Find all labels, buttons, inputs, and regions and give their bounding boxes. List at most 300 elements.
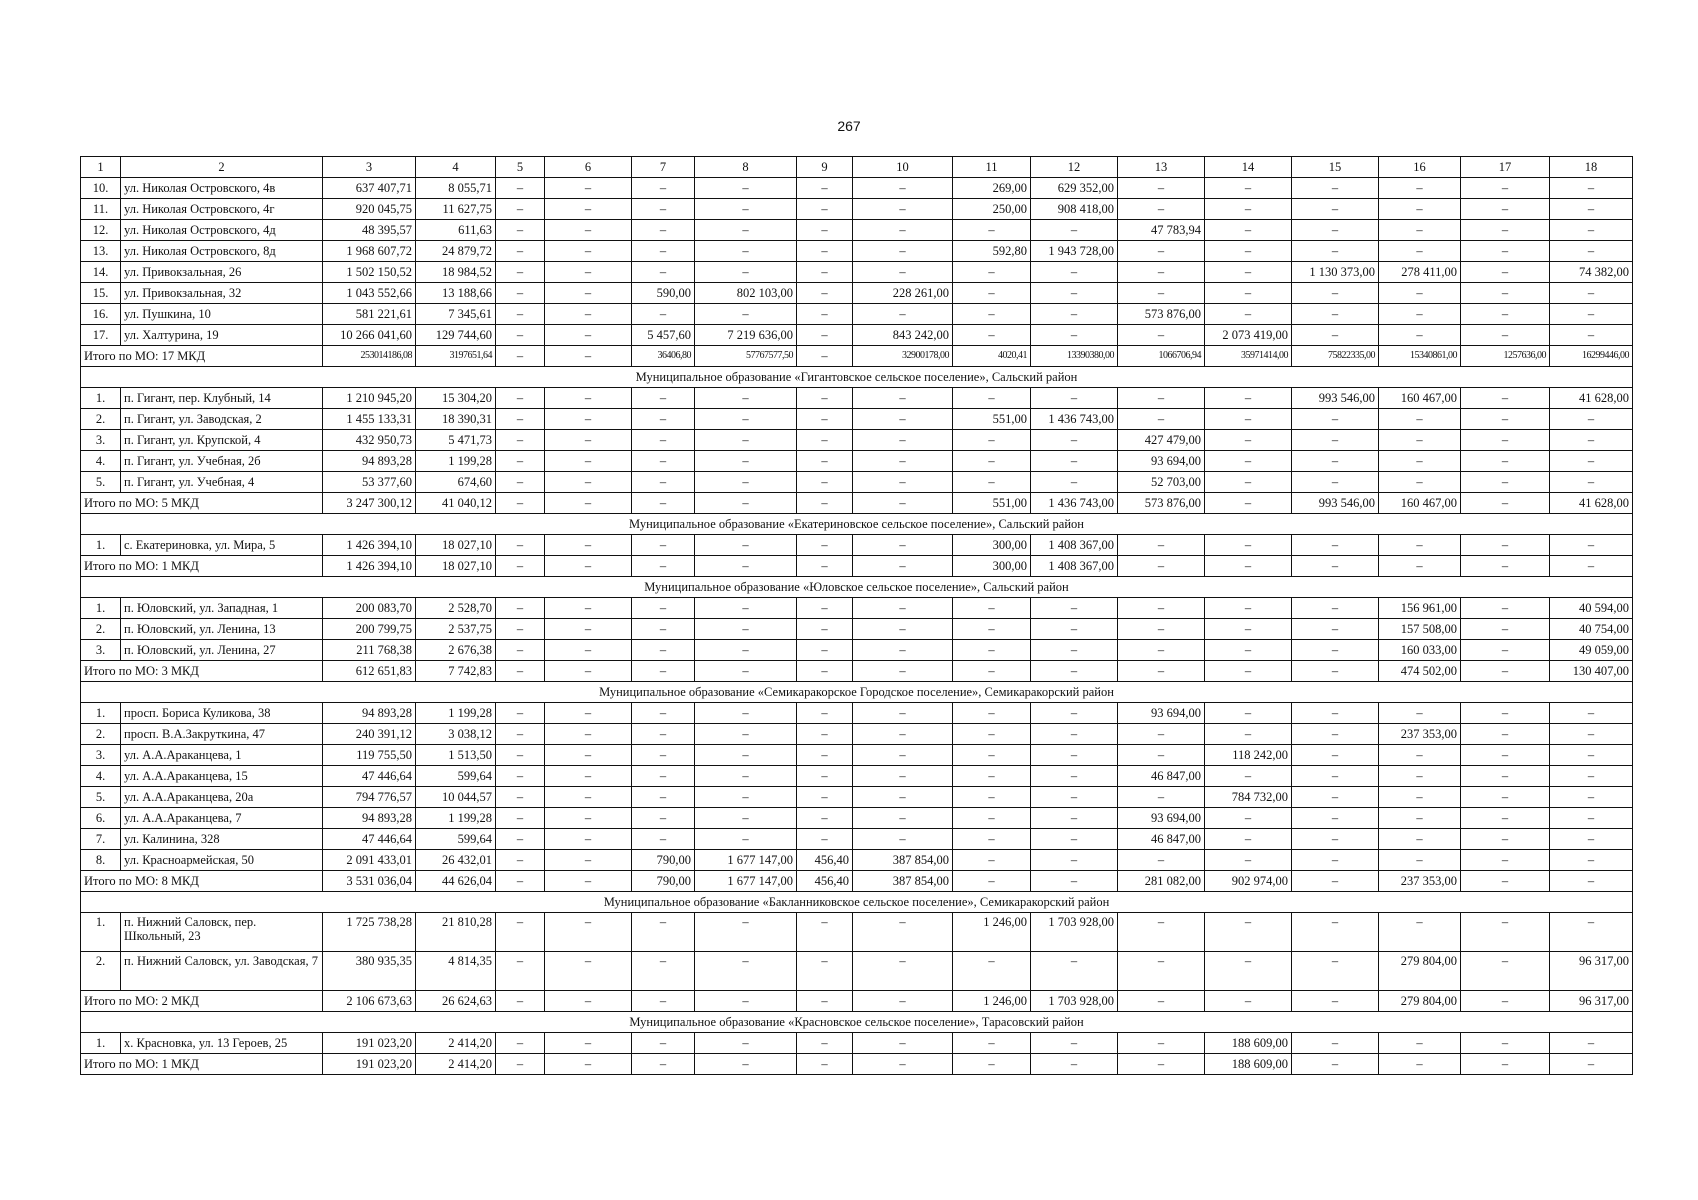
value-cell: – bbox=[953, 850, 1031, 871]
value-cell: – bbox=[853, 451, 953, 472]
total-value-cell: – bbox=[797, 493, 853, 514]
value-cell: – bbox=[797, 787, 853, 808]
value-cell: – bbox=[632, 472, 695, 493]
value-cell: – bbox=[1031, 703, 1118, 724]
total-value-cell: – bbox=[545, 871, 632, 892]
value-cell: 118 242,00 bbox=[1205, 745, 1292, 766]
value-cell: 160 467,00 bbox=[1379, 388, 1461, 409]
total-value-cell: – bbox=[1461, 1054, 1550, 1075]
address-cell: ул. А.А.Араканцева, 20а bbox=[121, 787, 323, 808]
value-cell: – bbox=[1205, 640, 1292, 661]
value-cell: – bbox=[1550, 829, 1633, 850]
value-cell: – bbox=[853, 787, 953, 808]
value-cell: – bbox=[496, 178, 545, 199]
value-cell: – bbox=[695, 724, 797, 745]
total-value-cell: – bbox=[1461, 493, 1550, 514]
value-cell: 1 943 728,00 bbox=[1031, 241, 1118, 262]
value-cell: – bbox=[1292, 808, 1379, 829]
value-cell: – bbox=[1292, 1033, 1379, 1054]
value-cell: – bbox=[1118, 952, 1205, 991]
total-value-cell: 41 040,12 bbox=[416, 493, 496, 514]
value-cell: – bbox=[545, 703, 632, 724]
value-cell: – bbox=[632, 745, 695, 766]
value-cell: – bbox=[1205, 241, 1292, 262]
table-row bbox=[81, 535, 1633, 556]
value-cell: – bbox=[1379, 325, 1461, 346]
value-cell: – bbox=[853, 1033, 953, 1054]
total-value-cell: – bbox=[695, 661, 797, 682]
value-cell: – bbox=[797, 325, 853, 346]
value-cell: – bbox=[1461, 262, 1550, 283]
total-value-cell: – bbox=[1461, 991, 1550, 1012]
value-cell: – bbox=[545, 472, 632, 493]
value-cell: – bbox=[1031, 451, 1118, 472]
value-cell: – bbox=[1118, 745, 1205, 766]
value-cell: – bbox=[632, 220, 695, 241]
row-number-cell: 5. bbox=[81, 472, 121, 493]
total-value-cell: 3197651,64 bbox=[416, 346, 496, 367]
value-cell: 599,64 bbox=[416, 829, 496, 850]
total-value-cell: – bbox=[1379, 556, 1461, 577]
total-value-cell: 13390380,00 bbox=[1031, 346, 1118, 367]
value-cell: – bbox=[695, 199, 797, 220]
value-cell: – bbox=[853, 829, 953, 850]
value-cell: – bbox=[496, 472, 545, 493]
total-value-cell: 993 546,00 bbox=[1292, 493, 1379, 514]
value-cell: – bbox=[496, 952, 545, 991]
total-label: Итого по МО: 1 МКД bbox=[81, 556, 323, 577]
value-cell: – bbox=[1118, 1033, 1205, 1054]
total-value-cell: 16299446,00 bbox=[1550, 346, 1633, 367]
value-cell: – bbox=[1031, 850, 1118, 871]
value-cell: – bbox=[797, 451, 853, 472]
value-cell: 427 479,00 bbox=[1118, 430, 1205, 451]
total-label: Итого по МО: 8 МКД bbox=[81, 871, 323, 892]
row-number-cell: 5. bbox=[81, 787, 121, 808]
table-row bbox=[81, 787, 1633, 808]
value-cell: 49 059,00 bbox=[1550, 640, 1633, 661]
table-row bbox=[81, 262, 1633, 283]
value-cell: – bbox=[853, 598, 953, 619]
value-cell: – bbox=[797, 409, 853, 430]
address-cell: ул. А.А.Араканцева, 7 bbox=[121, 808, 323, 829]
value-cell: – bbox=[1205, 619, 1292, 640]
value-cell: – bbox=[1118, 619, 1205, 640]
total-label: Итого по МО: 17 МКД bbox=[81, 346, 323, 367]
value-cell: – bbox=[1379, 472, 1461, 493]
value-cell: – bbox=[1292, 283, 1379, 304]
value-cell: 41 628,00 bbox=[1550, 388, 1633, 409]
value-cell: – bbox=[1550, 766, 1633, 787]
address-cell: ул. Пушкина, 10 bbox=[121, 304, 323, 325]
table-row bbox=[81, 220, 1633, 241]
table-row bbox=[81, 409, 1633, 430]
total-value-cell: 253014186,08 bbox=[323, 346, 416, 367]
value-cell: 10 044,57 bbox=[416, 787, 496, 808]
value-cell: – bbox=[1118, 262, 1205, 283]
total-row bbox=[81, 556, 1633, 577]
value-cell: – bbox=[853, 304, 953, 325]
value-cell: – bbox=[496, 241, 545, 262]
column-number-cell: 8 bbox=[695, 157, 797, 178]
value-cell: – bbox=[545, 850, 632, 871]
total-value-cell: 573 876,00 bbox=[1118, 493, 1205, 514]
value-cell: – bbox=[1031, 787, 1118, 808]
value-cell: – bbox=[953, 952, 1031, 991]
value-cell: – bbox=[1379, 199, 1461, 220]
total-value-cell: 2 106 673,63 bbox=[323, 991, 416, 1012]
total-value-cell: – bbox=[1550, 1054, 1633, 1075]
value-cell: – bbox=[1292, 472, 1379, 493]
total-value-cell: 96 317,00 bbox=[1550, 991, 1633, 1012]
value-cell: – bbox=[1292, 199, 1379, 220]
table-row bbox=[81, 199, 1633, 220]
value-cell: – bbox=[1461, 619, 1550, 640]
value-cell: 250,00 bbox=[953, 199, 1031, 220]
value-cell: – bbox=[1205, 430, 1292, 451]
table-row bbox=[81, 745, 1633, 766]
column-number-cell: 18 bbox=[1550, 157, 1633, 178]
value-cell: 156 961,00 bbox=[1379, 598, 1461, 619]
value-cell: 47 446,64 bbox=[323, 766, 416, 787]
total-value-cell: – bbox=[1292, 661, 1379, 682]
value-cell: – bbox=[1118, 535, 1205, 556]
value-cell: – bbox=[853, 262, 953, 283]
address-cell: п. Юловский, ул. Западная, 1 bbox=[121, 598, 323, 619]
value-cell: – bbox=[1461, 1033, 1550, 1054]
value-cell: – bbox=[1292, 178, 1379, 199]
value-cell: – bbox=[1461, 745, 1550, 766]
value-cell: – bbox=[545, 178, 632, 199]
total-value-cell: – bbox=[632, 661, 695, 682]
section-row bbox=[81, 514, 1633, 535]
total-value-cell: – bbox=[1550, 871, 1633, 892]
value-cell: – bbox=[1461, 703, 1550, 724]
value-cell: – bbox=[632, 829, 695, 850]
table-row bbox=[81, 913, 1633, 952]
total-value-cell: – bbox=[695, 991, 797, 1012]
table-row bbox=[81, 808, 1633, 829]
value-cell: – bbox=[953, 451, 1031, 472]
total-value-cell: 4020,41 bbox=[953, 346, 1031, 367]
total-value-cell: 1 408 367,00 bbox=[1031, 556, 1118, 577]
value-cell: – bbox=[1550, 808, 1633, 829]
row-number-cell: 1. bbox=[81, 703, 121, 724]
value-cell: – bbox=[853, 220, 953, 241]
value-cell: – bbox=[1205, 178, 1292, 199]
section-row bbox=[81, 682, 1633, 703]
address-cell: просп. В.А.Закруткина, 47 bbox=[121, 724, 323, 745]
value-cell: – bbox=[797, 724, 853, 745]
address-cell: п. Юловский, ул. Ленина, 13 bbox=[121, 619, 323, 640]
value-cell: – bbox=[496, 703, 545, 724]
value-cell: – bbox=[1379, 304, 1461, 325]
value-cell: – bbox=[853, 535, 953, 556]
value-cell: – bbox=[1379, 829, 1461, 850]
value-cell: – bbox=[1292, 598, 1379, 619]
value-cell: 843 242,00 bbox=[853, 325, 953, 346]
value-cell: – bbox=[797, 388, 853, 409]
value-cell: – bbox=[496, 535, 545, 556]
value-cell: 637 407,71 bbox=[323, 178, 416, 199]
value-cell: – bbox=[1031, 952, 1118, 991]
value-cell: – bbox=[1118, 787, 1205, 808]
value-cell: – bbox=[632, 952, 695, 991]
total-label: Итого по МО: 5 МКД bbox=[81, 493, 323, 514]
value-cell: – bbox=[545, 199, 632, 220]
value-cell: – bbox=[853, 952, 953, 991]
value-cell: – bbox=[695, 1033, 797, 1054]
value-cell: – bbox=[1031, 766, 1118, 787]
value-cell: 46 847,00 bbox=[1118, 829, 1205, 850]
value-cell: – bbox=[632, 1033, 695, 1054]
value-cell: 1 199,28 bbox=[416, 703, 496, 724]
value-cell: 18 984,52 bbox=[416, 262, 496, 283]
value-cell: 1 210 945,20 bbox=[323, 388, 416, 409]
value-cell: – bbox=[797, 199, 853, 220]
value-cell: 200 799,75 bbox=[323, 619, 416, 640]
value-cell: – bbox=[953, 766, 1031, 787]
value-cell: 1 408 367,00 bbox=[1031, 535, 1118, 556]
section-title: Муниципальное образование «Красновское сельское поселение», Тарасовский район bbox=[81, 1012, 1633, 1033]
value-cell: – bbox=[632, 619, 695, 640]
value-cell: – bbox=[1550, 703, 1633, 724]
page-number: 267 bbox=[837, 118, 861, 134]
value-cell: – bbox=[797, 829, 853, 850]
row-number-cell: 1. bbox=[81, 388, 121, 409]
address-cell: п. Гигант, ул. Учебная, 4 bbox=[121, 472, 323, 493]
total-value-cell: – bbox=[545, 661, 632, 682]
value-cell: – bbox=[1205, 451, 1292, 472]
table-row bbox=[81, 640, 1633, 661]
row-number-cell: 16. bbox=[81, 304, 121, 325]
value-cell: – bbox=[953, 598, 1031, 619]
value-cell: 94 893,28 bbox=[323, 703, 416, 724]
value-cell: 432 950,73 bbox=[323, 430, 416, 451]
value-cell: – bbox=[496, 598, 545, 619]
value-cell: – bbox=[1550, 787, 1633, 808]
total-value-cell: 3 247 300,12 bbox=[323, 493, 416, 514]
column-number-cell: 12 bbox=[1031, 157, 1118, 178]
value-cell: – bbox=[1205, 808, 1292, 829]
value-cell: – bbox=[1461, 430, 1550, 451]
total-value-cell: – bbox=[1205, 556, 1292, 577]
table-row bbox=[81, 952, 1633, 991]
value-cell: 1 513,50 bbox=[416, 745, 496, 766]
value-cell: – bbox=[797, 262, 853, 283]
value-cell: 599,64 bbox=[416, 766, 496, 787]
value-cell: 1 436 743,00 bbox=[1031, 409, 1118, 430]
value-cell: – bbox=[797, 220, 853, 241]
value-cell: – bbox=[496, 829, 545, 850]
total-value-cell: – bbox=[496, 1054, 545, 1075]
value-cell: – bbox=[1118, 850, 1205, 871]
value-cell: – bbox=[853, 619, 953, 640]
row-number-cell: 3. bbox=[81, 745, 121, 766]
total-value-cell: 281 082,00 bbox=[1118, 871, 1205, 892]
value-cell: 2 091 433,01 bbox=[323, 850, 416, 871]
value-cell: – bbox=[1550, 724, 1633, 745]
value-cell: – bbox=[1292, 619, 1379, 640]
total-value-cell: 36406,80 bbox=[632, 346, 695, 367]
total-value-cell: – bbox=[632, 991, 695, 1012]
value-cell: – bbox=[695, 241, 797, 262]
value-cell: – bbox=[1379, 766, 1461, 787]
total-label: Итого по МО: 1 МКД bbox=[81, 1054, 323, 1075]
value-cell: 590,00 bbox=[632, 283, 695, 304]
value-cell: – bbox=[1031, 304, 1118, 325]
total-value-cell: – bbox=[1031, 1054, 1118, 1075]
value-cell: – bbox=[853, 472, 953, 493]
value-cell: – bbox=[1550, 850, 1633, 871]
total-value-cell: 1 677 147,00 bbox=[695, 871, 797, 892]
value-cell: 908 418,00 bbox=[1031, 199, 1118, 220]
total-value-cell: – bbox=[1292, 871, 1379, 892]
value-cell: – bbox=[632, 451, 695, 472]
value-cell: – bbox=[953, 745, 1031, 766]
value-cell: – bbox=[632, 640, 695, 661]
address-cell: ул. Николая Островского, 4г bbox=[121, 199, 323, 220]
value-cell: – bbox=[1379, 535, 1461, 556]
value-cell: – bbox=[1118, 178, 1205, 199]
column-number-cell: 3 bbox=[323, 157, 416, 178]
section-title: Муниципальное образование «Екатериновское сельское поселение», Сальский район bbox=[81, 514, 1633, 535]
value-cell: – bbox=[1379, 745, 1461, 766]
value-cell: – bbox=[545, 451, 632, 472]
value-cell: – bbox=[797, 241, 853, 262]
total-value-cell: 32900178,00 bbox=[853, 346, 953, 367]
total-value-cell: – bbox=[797, 991, 853, 1012]
row-number-cell: 12. bbox=[81, 220, 121, 241]
address-cell: просп. Бориса Куликова, 38 bbox=[121, 703, 323, 724]
total-value-cell: 18 027,10 bbox=[416, 556, 496, 577]
row-number-cell: 1. bbox=[81, 913, 121, 952]
value-cell: 1 130 373,00 bbox=[1292, 262, 1379, 283]
value-cell: 46 847,00 bbox=[1118, 766, 1205, 787]
table-row bbox=[81, 829, 1633, 850]
value-cell: 300,00 bbox=[953, 535, 1031, 556]
value-cell: – bbox=[953, 640, 1031, 661]
value-cell: – bbox=[797, 598, 853, 619]
value-cell: – bbox=[953, 283, 1031, 304]
value-cell: – bbox=[1205, 829, 1292, 850]
value-cell: – bbox=[1550, 430, 1633, 451]
value-cell: – bbox=[1205, 724, 1292, 745]
value-cell: – bbox=[1031, 388, 1118, 409]
table-row bbox=[81, 703, 1633, 724]
value-cell: – bbox=[1461, 913, 1550, 952]
value-cell: – bbox=[496, 451, 545, 472]
value-cell: – bbox=[545, 262, 632, 283]
value-cell: – bbox=[1118, 199, 1205, 220]
total-value-cell: 902 974,00 bbox=[1205, 871, 1292, 892]
total-value-cell: – bbox=[695, 556, 797, 577]
value-cell: – bbox=[496, 766, 545, 787]
value-cell: – bbox=[695, 619, 797, 640]
row-number-cell: 14. bbox=[81, 262, 121, 283]
value-cell: – bbox=[797, 703, 853, 724]
value-cell: 2 073 419,00 bbox=[1205, 325, 1292, 346]
value-cell: – bbox=[1550, 745, 1633, 766]
total-value-cell: – bbox=[797, 556, 853, 577]
row-number-cell: 13. bbox=[81, 241, 121, 262]
column-number-cell: 9 bbox=[797, 157, 853, 178]
total-value-cell: 191 023,20 bbox=[323, 1054, 416, 1075]
value-cell: – bbox=[1205, 952, 1292, 991]
table-row bbox=[81, 1033, 1633, 1054]
total-value-cell: 612 651,83 bbox=[323, 661, 416, 682]
value-cell: – bbox=[1031, 1033, 1118, 1054]
value-cell: – bbox=[953, 787, 1031, 808]
address-cell: ул. Николая Островского, 8д bbox=[121, 241, 323, 262]
total-value-cell: 57767577,50 bbox=[695, 346, 797, 367]
value-cell: – bbox=[632, 262, 695, 283]
value-cell: – bbox=[1379, 808, 1461, 829]
value-cell: 1 677 147,00 bbox=[695, 850, 797, 871]
value-cell: – bbox=[1031, 598, 1118, 619]
row-number-cell: 6. bbox=[81, 808, 121, 829]
column-number-cell: 15 bbox=[1292, 157, 1379, 178]
value-cell: 96 317,00 bbox=[1550, 952, 1633, 991]
value-cell: – bbox=[496, 430, 545, 451]
table-row bbox=[81, 850, 1633, 871]
value-cell: – bbox=[1461, 766, 1550, 787]
total-value-cell: – bbox=[1461, 871, 1550, 892]
value-cell: – bbox=[953, 304, 1031, 325]
value-cell: – bbox=[1205, 409, 1292, 430]
total-value-cell: – bbox=[1205, 493, 1292, 514]
value-cell: – bbox=[1379, 913, 1461, 952]
address-cell: п. Гигант, ул. Крупской, 4 bbox=[121, 430, 323, 451]
value-cell: – bbox=[632, 766, 695, 787]
value-cell: 387 854,00 bbox=[853, 850, 953, 871]
value-cell: – bbox=[632, 724, 695, 745]
value-cell: – bbox=[1031, 745, 1118, 766]
value-cell: 4 814,35 bbox=[416, 952, 496, 991]
value-cell: – bbox=[1550, 283, 1633, 304]
value-cell: – bbox=[1461, 787, 1550, 808]
total-label: Итого по МО: 2 МКД bbox=[81, 991, 323, 1012]
value-cell: – bbox=[1205, 703, 1292, 724]
value-cell: 1 455 133,31 bbox=[323, 409, 416, 430]
address-cell: ул. А.А.Араканцева, 1 bbox=[121, 745, 323, 766]
value-cell: – bbox=[695, 703, 797, 724]
value-cell: – bbox=[1205, 472, 1292, 493]
table-row bbox=[81, 766, 1633, 787]
value-cell: – bbox=[1461, 724, 1550, 745]
value-cell: – bbox=[695, 808, 797, 829]
value-cell: – bbox=[797, 766, 853, 787]
value-cell: – bbox=[1031, 325, 1118, 346]
value-cell: 7 345,61 bbox=[416, 304, 496, 325]
total-value-cell: – bbox=[496, 871, 545, 892]
value-cell: 1 502 150,52 bbox=[323, 262, 416, 283]
value-cell: – bbox=[496, 283, 545, 304]
value-cell: – bbox=[496, 199, 545, 220]
value-cell: – bbox=[1118, 598, 1205, 619]
value-cell: – bbox=[1550, 325, 1633, 346]
total-value-cell: 456,40 bbox=[797, 871, 853, 892]
total-value-cell: – bbox=[953, 661, 1031, 682]
total-value-cell: 1 436 743,00 bbox=[1031, 493, 1118, 514]
table-row bbox=[81, 325, 1633, 346]
total-value-cell: 237 353,00 bbox=[1379, 871, 1461, 892]
value-cell: – bbox=[496, 325, 545, 346]
value-cell: – bbox=[1550, 409, 1633, 430]
value-cell: – bbox=[1292, 451, 1379, 472]
value-cell: – bbox=[1031, 619, 1118, 640]
total-value-cell: – bbox=[1461, 556, 1550, 577]
